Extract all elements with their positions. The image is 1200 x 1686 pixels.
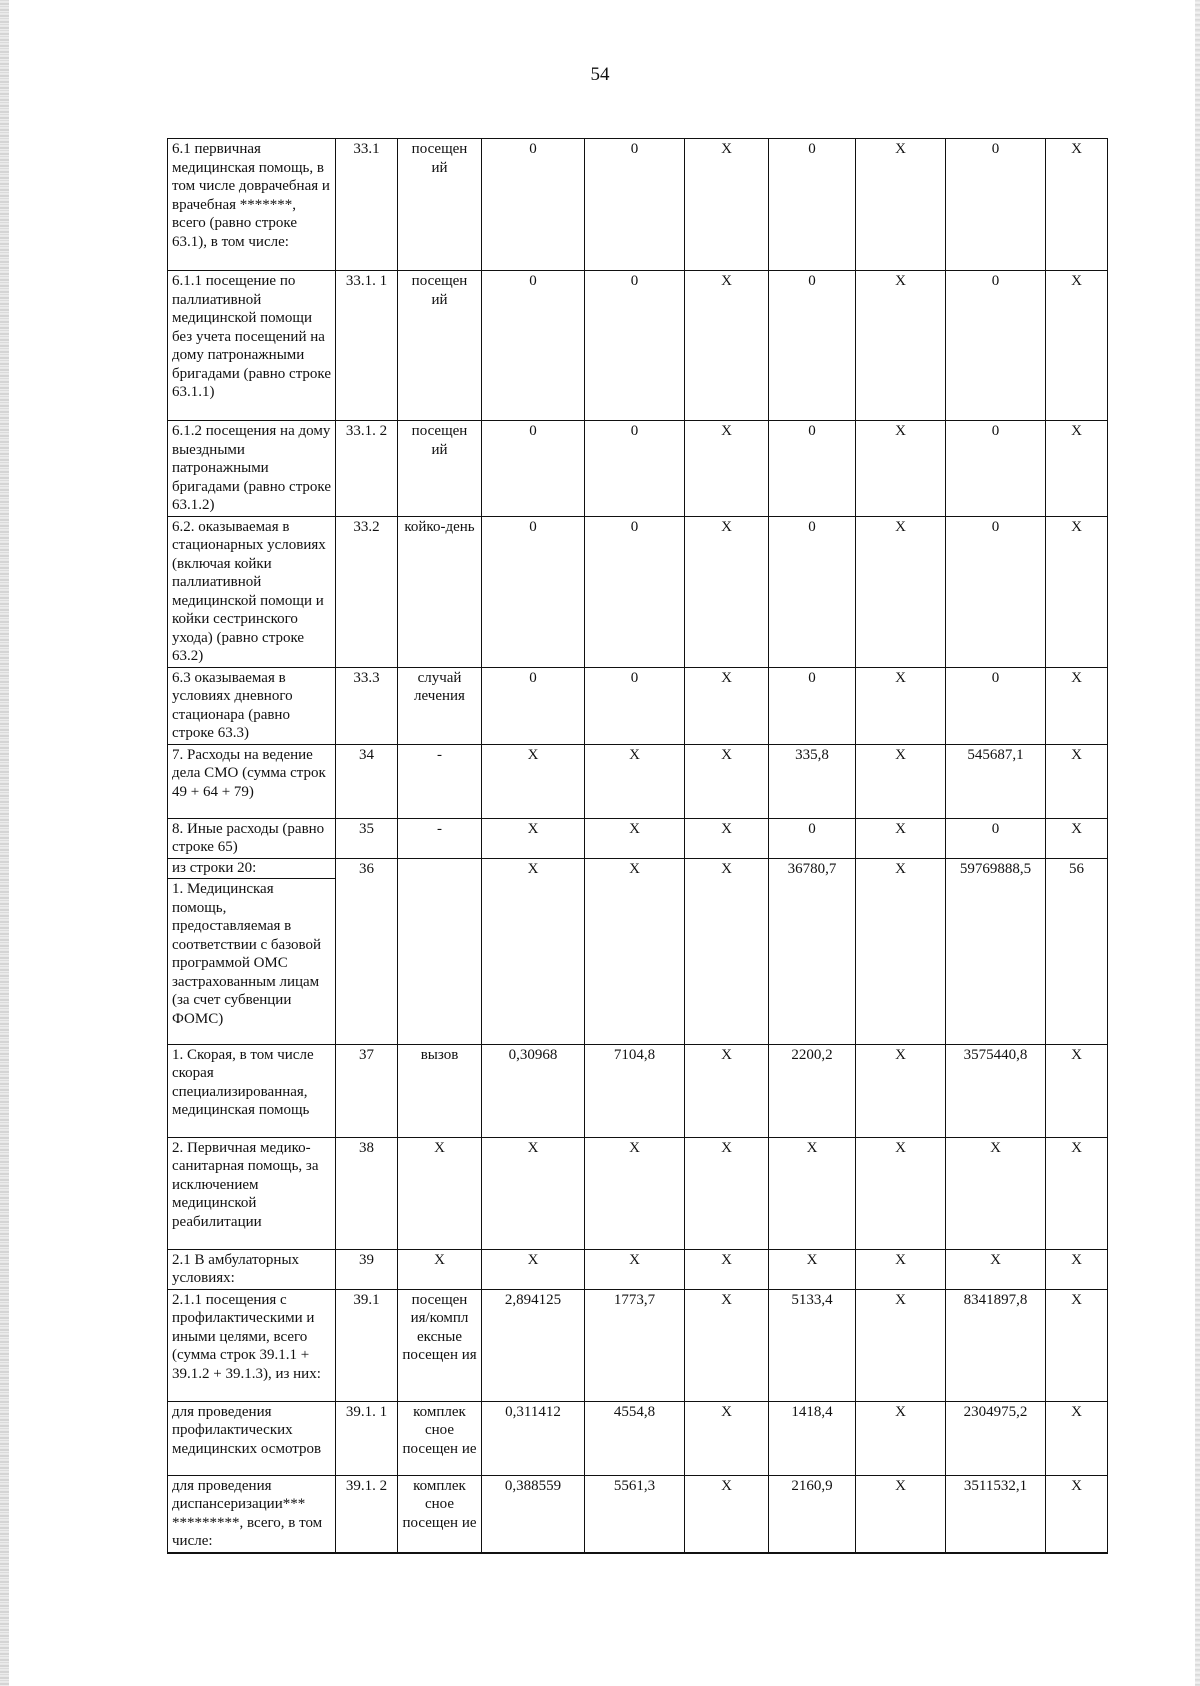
cell-col-1: 0 (482, 271, 585, 421)
table-row (168, 139, 1108, 271)
row-unit: - (398, 818, 482, 858)
table-row (168, 1249, 1108, 1289)
cell-col-6: Х (946, 1137, 1046, 1249)
cell-col-2: 5561,3 (585, 1475, 685, 1553)
cell-col-5: Х (856, 1401, 946, 1475)
cell-col-4: 36780,7 (769, 858, 856, 1044)
row-code: 33.2 (336, 516, 398, 667)
cell-col-7: Х (1046, 1289, 1108, 1401)
table-row (168, 1289, 1108, 1401)
cell-col-6: Х (946, 1249, 1046, 1289)
cell-col-7: Х (1046, 1475, 1108, 1553)
cell-col-6: 3511532,1 (946, 1475, 1046, 1553)
cell-col-6: 3575440,8 (946, 1044, 1046, 1137)
cell-col-2: 1773,7 (585, 1289, 685, 1401)
cell-col-1: Х (482, 858, 585, 1044)
row-code: 39.1. 2 (336, 1475, 398, 1553)
cell-col-2: 0 (585, 516, 685, 667)
table-row (168, 744, 1108, 818)
cell-col-2: 7104,8 (585, 1044, 685, 1137)
cell-col-5: Х (856, 744, 946, 818)
cell-col-6: 0 (946, 667, 1046, 744)
table-row (168, 667, 1108, 744)
row-unit: посещен ий (398, 271, 482, 421)
row-unit: Х (398, 1249, 482, 1289)
cell-col-3: Х (685, 1289, 769, 1401)
row-description: 6.1 первичная медицинская помощь, в том числе доврачебная и врачебная *******, всего (равно строке 63.1), в том числе: (168, 139, 336, 271)
table-row (168, 271, 1108, 421)
cell-col-1: 0 (482, 139, 585, 271)
cell-col-4: 0 (769, 271, 856, 421)
cell-col-2: 4554,8 (585, 1401, 685, 1475)
cell-col-4: 0 (769, 667, 856, 744)
cell-col-4: 2200,2 (769, 1044, 856, 1137)
cell-col-1: Х (482, 1249, 585, 1289)
row-unit: посещен ий (398, 139, 482, 271)
cell-col-1: 0,311412 (482, 1401, 585, 1475)
cell-col-6: 2304975,2 (946, 1401, 1046, 1475)
row-code: 36 (336, 858, 398, 1044)
row-code: 39.1. 1 (336, 1401, 398, 1475)
cell-col-5: Х (856, 1249, 946, 1289)
cell-col-3: Х (685, 1044, 769, 1137)
cell-col-6: 0 (946, 271, 1046, 421)
cell-col-3: Х (685, 421, 769, 517)
cell-col-1: Х (482, 818, 585, 858)
cell-col-6: 59769888,5 (946, 858, 1046, 1044)
row-code: 33.3 (336, 667, 398, 744)
cell-col-4: 0 (769, 421, 856, 517)
cell-col-4: 5133,4 (769, 1289, 856, 1401)
cell-col-7: Х (1046, 421, 1108, 517)
table-body (168, 139, 1108, 1553)
cell-col-3: Х (685, 1475, 769, 1553)
row-description-block (168, 858, 336, 1044)
row-unit: - (398, 744, 482, 818)
cell-col-7: Х (1046, 667, 1108, 744)
cell-col-7: Х (1046, 1401, 1108, 1475)
cell-col-3: Х (685, 516, 769, 667)
row-description: 7. Расходы на ведение дела СМО (сумма строк 49 + 64 + 79) (168, 744, 336, 818)
cell-col-7: Х (1046, 1044, 1108, 1137)
cell-col-5: Х (856, 818, 946, 858)
cell-col-1: 0 (482, 421, 585, 517)
cell-col-7: Х (1046, 818, 1108, 858)
scan-edge-left (0, 0, 9, 1686)
cell-col-5: Х (856, 139, 946, 271)
cell-col-1: 0 (482, 667, 585, 744)
cell-col-3: Х (685, 818, 769, 858)
cell-col-1: Х (482, 744, 585, 818)
row-unit: койко-день (398, 516, 482, 667)
cell-col-5: Х (856, 1137, 946, 1249)
cell-col-2: 0 (585, 139, 685, 271)
table-row (168, 1137, 1108, 1249)
cell-col-7: Х (1046, 1137, 1108, 1249)
cell-col-2: Х (585, 1137, 685, 1249)
row-unit: Х (398, 1137, 482, 1249)
row-code: 37 (336, 1044, 398, 1137)
cell-col-7: 56 (1046, 858, 1108, 1044)
cell-col-7: Х (1046, 139, 1108, 271)
section-heading: из строки 20: (168, 859, 335, 880)
row-code: 39.1 (336, 1289, 398, 1401)
row-description: 6.3 оказываемая в условиях дневного стационара (равно строке 63.3) (168, 667, 336, 744)
row-code: 33.1 (336, 139, 398, 271)
table-row (168, 516, 1108, 667)
row-description: 2. Первичная медико-санитарная помощь, за исключением медицинской реабилитации (168, 1137, 336, 1249)
row-unit: посещен ия/компл ексные посещен ия (398, 1289, 482, 1401)
cell-col-6: 8341897,8 (946, 1289, 1046, 1401)
cell-col-5: Х (856, 1044, 946, 1137)
table-row (168, 1401, 1108, 1475)
cell-col-5: Х (856, 667, 946, 744)
cell-col-5: Х (856, 1289, 946, 1401)
cell-col-1: 2,894125 (482, 1289, 585, 1401)
cell-col-3: Х (685, 271, 769, 421)
row-unit: комплек сное посещен ие (398, 1475, 482, 1553)
cell-col-6: 0 (946, 421, 1046, 517)
cell-col-4: Х (769, 1249, 856, 1289)
row-unit: вызов (398, 1044, 482, 1137)
cell-col-2: Х (585, 858, 685, 1044)
row-description: 1. Медицинская помощь, предоставляемая в соответствии с базовой программой ОМС застрахованным лицам (за счет субвенции ФОМС) (172, 881, 322, 1027)
cell-col-5: Х (856, 1475, 946, 1553)
cell-col-4: 0 (769, 139, 856, 271)
cell-col-3: Х (685, 858, 769, 1044)
row-code: 33.1. 1 (336, 271, 398, 421)
cell-col-5: Х (856, 858, 946, 1044)
cell-col-3: Х (685, 667, 769, 744)
cell-col-2: 0 (585, 667, 685, 744)
cell-col-6: 0 (946, 818, 1046, 858)
cell-col-3: Х (685, 1249, 769, 1289)
row-unit: посещен ий (398, 421, 482, 517)
cell-col-7: Х (1046, 516, 1108, 667)
cell-col-2: Х (585, 1249, 685, 1289)
cell-col-3: Х (685, 744, 769, 818)
row-description: для проведения профилактических медицинских осмотров (168, 1401, 336, 1475)
cell-col-6: 0 (946, 516, 1046, 667)
data-table (167, 138, 1108, 1554)
row-description: для проведения диспансеризации*** *********, всего, в том числе: (168, 1475, 336, 1553)
row-description: 6.1.1 посещение по паллиативной медицинской помощи без учета посещений на дому патронажными бригадами (равно строке 63.1.1) (168, 271, 336, 421)
table-row (168, 1044, 1108, 1137)
cell-col-3: Х (685, 1137, 769, 1249)
scan-edge-right (1195, 0, 1200, 1686)
cell-col-7: Х (1046, 1249, 1108, 1289)
page-number: 54 (590, 64, 610, 85)
cell-col-1: 0 (482, 516, 585, 667)
table-row (168, 1475, 1108, 1553)
cell-col-4: Х (769, 1137, 856, 1249)
cell-col-1: Х (482, 1137, 585, 1249)
cell-col-1: 0,388559 (482, 1475, 585, 1553)
cell-col-2: 0 (585, 271, 685, 421)
row-description: 8. Иные расходы (равно строке 65) (168, 818, 336, 858)
cell-col-2: Х (585, 818, 685, 858)
row-unit (398, 858, 482, 1044)
cell-col-4: 2160,9 (769, 1475, 856, 1553)
cell-col-2: 0 (585, 421, 685, 517)
cell-col-6: 0 (946, 139, 1046, 271)
cell-col-7: Х (1046, 271, 1108, 421)
cell-col-5: Х (856, 421, 946, 517)
cell-col-6: 545687,1 (946, 744, 1046, 818)
row-unit: случай лечения (398, 667, 482, 744)
row-description: 1. Скорая, в том числе скорая специализированная, медицинская помощь (168, 1044, 336, 1137)
row-description: 6.2. оказываемая в стационарных условиях (включая койки паллиативной медицинской помощи и койки сестринского ухода) (равно строке 63.2) (168, 516, 336, 667)
row-code: 33.1. 2 (336, 421, 398, 517)
table-row (168, 818, 1108, 858)
cell-col-5: Х (856, 271, 946, 421)
row-unit: комплек сное посещен ие (398, 1401, 482, 1475)
cell-col-3: Х (685, 1401, 769, 1475)
cell-col-4: 0 (769, 818, 856, 858)
cell-col-1: 0,30968 (482, 1044, 585, 1137)
row-code: 35 (336, 818, 398, 858)
cell-col-5: Х (856, 516, 946, 667)
row-description: 2.1.1 посещения с профилактическими и иными целями, всего (сумма строк 39.1.1 + 39.1.2 + 39.1.3), из них: (168, 1289, 336, 1401)
cell-col-7: Х (1046, 744, 1108, 818)
row-description: 2.1 В амбулаторных условиях: (168, 1249, 336, 1289)
row-description: 6.1.2 посещения на дому выездными патронажными бригадами (равно строке 63.1.2) (168, 421, 336, 517)
table-row (168, 421, 1108, 517)
cell-col-4: 1418,4 (769, 1401, 856, 1475)
row-code: 38 (336, 1137, 398, 1249)
row-code: 34 (336, 744, 398, 818)
cell-col-4: 0 (769, 516, 856, 667)
cell-col-2: Х (585, 744, 685, 818)
row-code: 39 (336, 1249, 398, 1289)
cell-col-4: 335,8 (769, 744, 856, 818)
cell-col-3: Х (685, 139, 769, 271)
table-row (168, 858, 1108, 1044)
